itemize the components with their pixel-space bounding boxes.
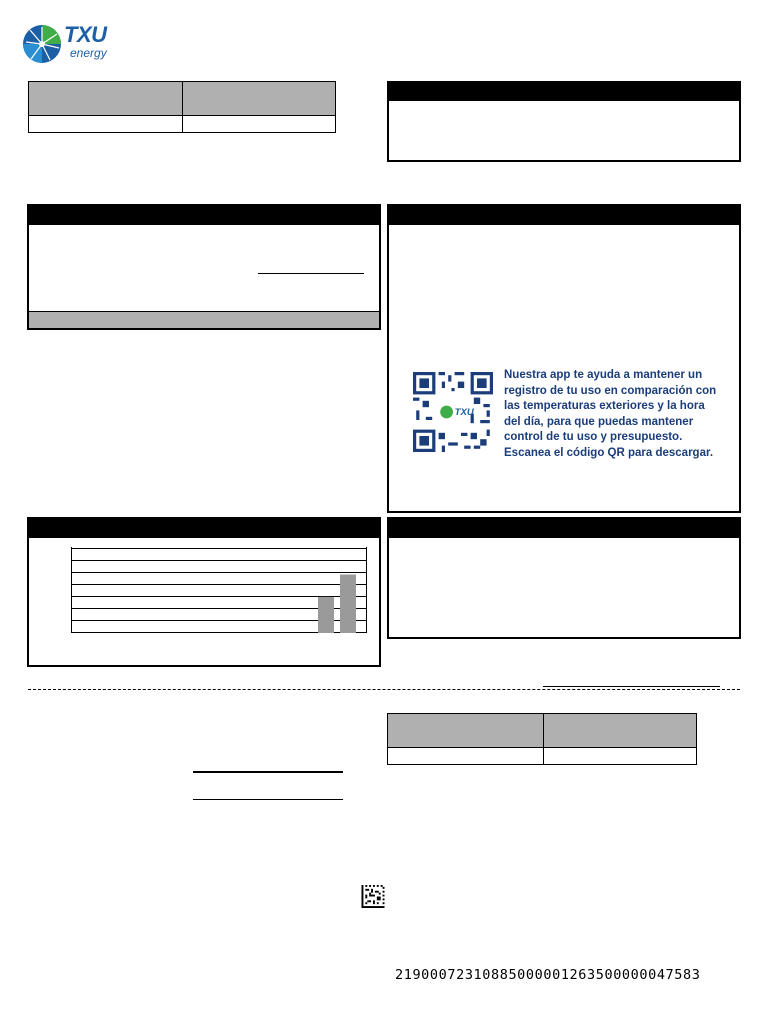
usage-bar	[318, 597, 334, 633]
total-underline	[258, 273, 364, 274]
billing-summary-box	[27, 204, 381, 330]
messages-header-bar	[389, 206, 739, 225]
amount-due-line	[193, 771, 343, 773]
txu-energy-logo	[22, 22, 118, 66]
signature-line	[543, 686, 720, 687]
notice-header-bar	[389, 83, 739, 101]
qr-code-icon[interactable]	[413, 370, 493, 454]
usage-bar	[340, 575, 356, 633]
remittance-table-header	[388, 714, 696, 748]
data-matrix-barcode-icon	[361, 885, 385, 908]
table-divider	[182, 82, 183, 132]
messages-box	[387, 204, 741, 513]
app-promo	[411, 366, 717, 460]
app-promo-text: Nuestra app te ayuda a mantener un registro de tu uso en comparación con las temperaturas exteriores y la hora del día, para que puedas mantener control de tu uso y presupuesto. Escanea el código QR para descargar.	[504, 369, 717, 459]
logo-brand: TXU	[64, 22, 107, 47]
notice-box	[387, 81, 741, 162]
logo-sub: energy	[70, 46, 107, 60]
tear-off-line	[28, 689, 740, 690]
svg-text:TXU: TXU	[454, 407, 474, 419]
amount-enclosed-line	[193, 799, 343, 800]
account-summary-table	[28, 81, 336, 133]
remittance-table	[387, 713, 697, 765]
billing-header-bar	[29, 206, 379, 225]
payment-scanline: 21900072310885000001263500000047583	[395, 967, 701, 983]
contact-header-bar	[389, 519, 739, 538]
billing-footer-bar	[29, 311, 379, 328]
usage-header-bar	[29, 519, 379, 538]
remittance-table-divider	[543, 714, 544, 764]
starburst-logo-icon	[22, 22, 64, 66]
usage-chart	[71, 547, 367, 633]
contact-box	[387, 517, 741, 639]
